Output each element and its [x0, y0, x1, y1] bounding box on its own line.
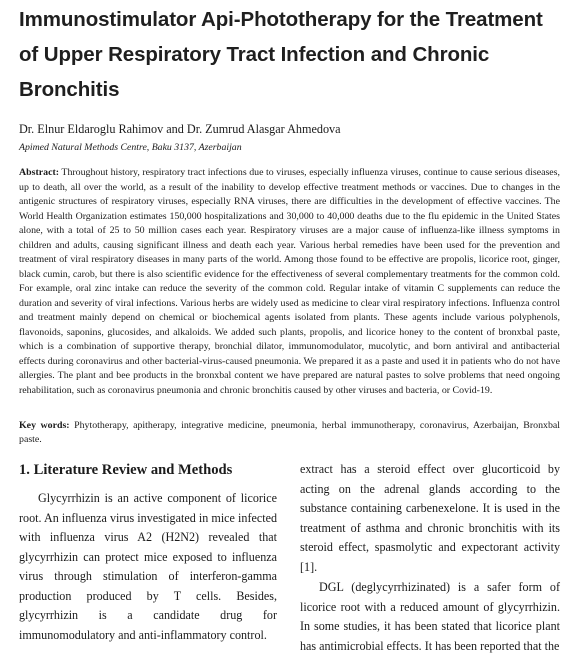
- paper-title: Immunostimulator Api-Phototherapy for the Treatment of Upper Respiratory Tract Infection and Chronic Bronchitis: [19, 8, 543, 101]
- right-paragraph-2: DGL (deglycyrrhizinated) is a safer form of licorice root with a reduced amount of glycyrrhizin. In some studies, it has been stated that licorice plant has antimicrobial effects. It has been reported that the: [300, 580, 560, 653]
- abstract: [19, 166, 560, 398]
- abstract-text: Throughout history, respiratory tract infections due to viruses, especially influenza viruses, continue to cause serious diseases, up to death, all over the world, as a result of the inability to develop effective treatment methods or vaccines. Due to changes in the antigenic structures of respiratory viruses, especially RNA viruses, there are difficulties in the development of effective vaccines. The World Health Organization estimates 150,000 hospitalizations and 30,000 to 40,000 deaths due to the flu epidemic in the United States alone, with a total of 25 to 50 million cases each year. Respiratory viruses are a major cause of influenza-like illness symptoms in children and adults, causing significant illness and death each year. Various herbal remedies have been used for the prevention and treatment of viral respiratory diseases in many parts of the world. Among those found to be effective are propolis, licorice root, ginger, black cumin, carob, but there is also scientific evidence for the effectiveness of several complementary treatments for the common cold. For example, oral zinc intake can reduce the severity of the common cold. Regular intake of vitamin C supplements can reduce the duration and severity of viral infections. Various herbs are widely used as medicine to clear viral respiratory infections. Influenza control and treatment mainly depend on chemical or biochemical agents isolated from plants. These agents include various polyphenols, flavonoids, saponins, glucosides, and alkaloids. We added such plants, propolis, and licorice honey to the content of bronxbal paste, which is a combination of supportive therapy, bronchial dilator, immunomodulator, mucolytic, and born antiviral and antibacterial effects during coronavirus and other bacterial-virus-caused pneumonia. We prepared it as a paste and used it in patients who do not have allergies. The plant and bee products in the bronxbal content we have prepared are natural pastes to solve problems that need ongoing rehabilitation, such as coronavirus pneumonia and chronic bronchitis caused by other viruses and bacteria, or Covid-19.: [19, 167, 560, 396]
- keywords-label: Key words:: [19, 420, 70, 431]
- left-column: [19, 460, 277, 645]
- abstract-label: Abstract:: [19, 167, 60, 178]
- left-paragraph: Glycyrrhizin is an active component of licorice root. An influenza virus investigated in mice infected with influenza virus A2 (H2N2) revealed that glycyrrhizin can protect mice exposed to influenza virus through stimulation of interferon-gamma production produced by T cells. Besides, glycyrrhizin is a candidate drug for immunomodulatory and anti-inflammatory control.: [19, 491, 277, 642]
- keywords-text: Phytotherapy, apitherapy, integrative medicine, pneumonia, herbal immunotherapy, coronavirus, Azerbaijan, Bronxbal paste.: [19, 420, 561, 445]
- right-paragraph-1: extract has a steroid effect over glucorticoid by acting on the adrenal glands according to the substance containing carbenexelone. It is used in the treatment of asthma and chronic bronchitis with its steroid effect, spasmolytic and expectorant activity [1].: [300, 462, 560, 574]
- paper-affiliation: Apimed Natural Methods Centre, Baku 3137, Azerbaijan: [19, 142, 242, 153]
- paper-authors: Dr. Elnur Eldaroglu Rahimov and Dr. Zumrud Alasgar Ahmedova: [19, 122, 341, 136]
- section-heading: 1. Literature Review and Methods: [19, 462, 233, 478]
- keywords: [19, 419, 560, 447]
- right-column: [300, 460, 560, 656]
